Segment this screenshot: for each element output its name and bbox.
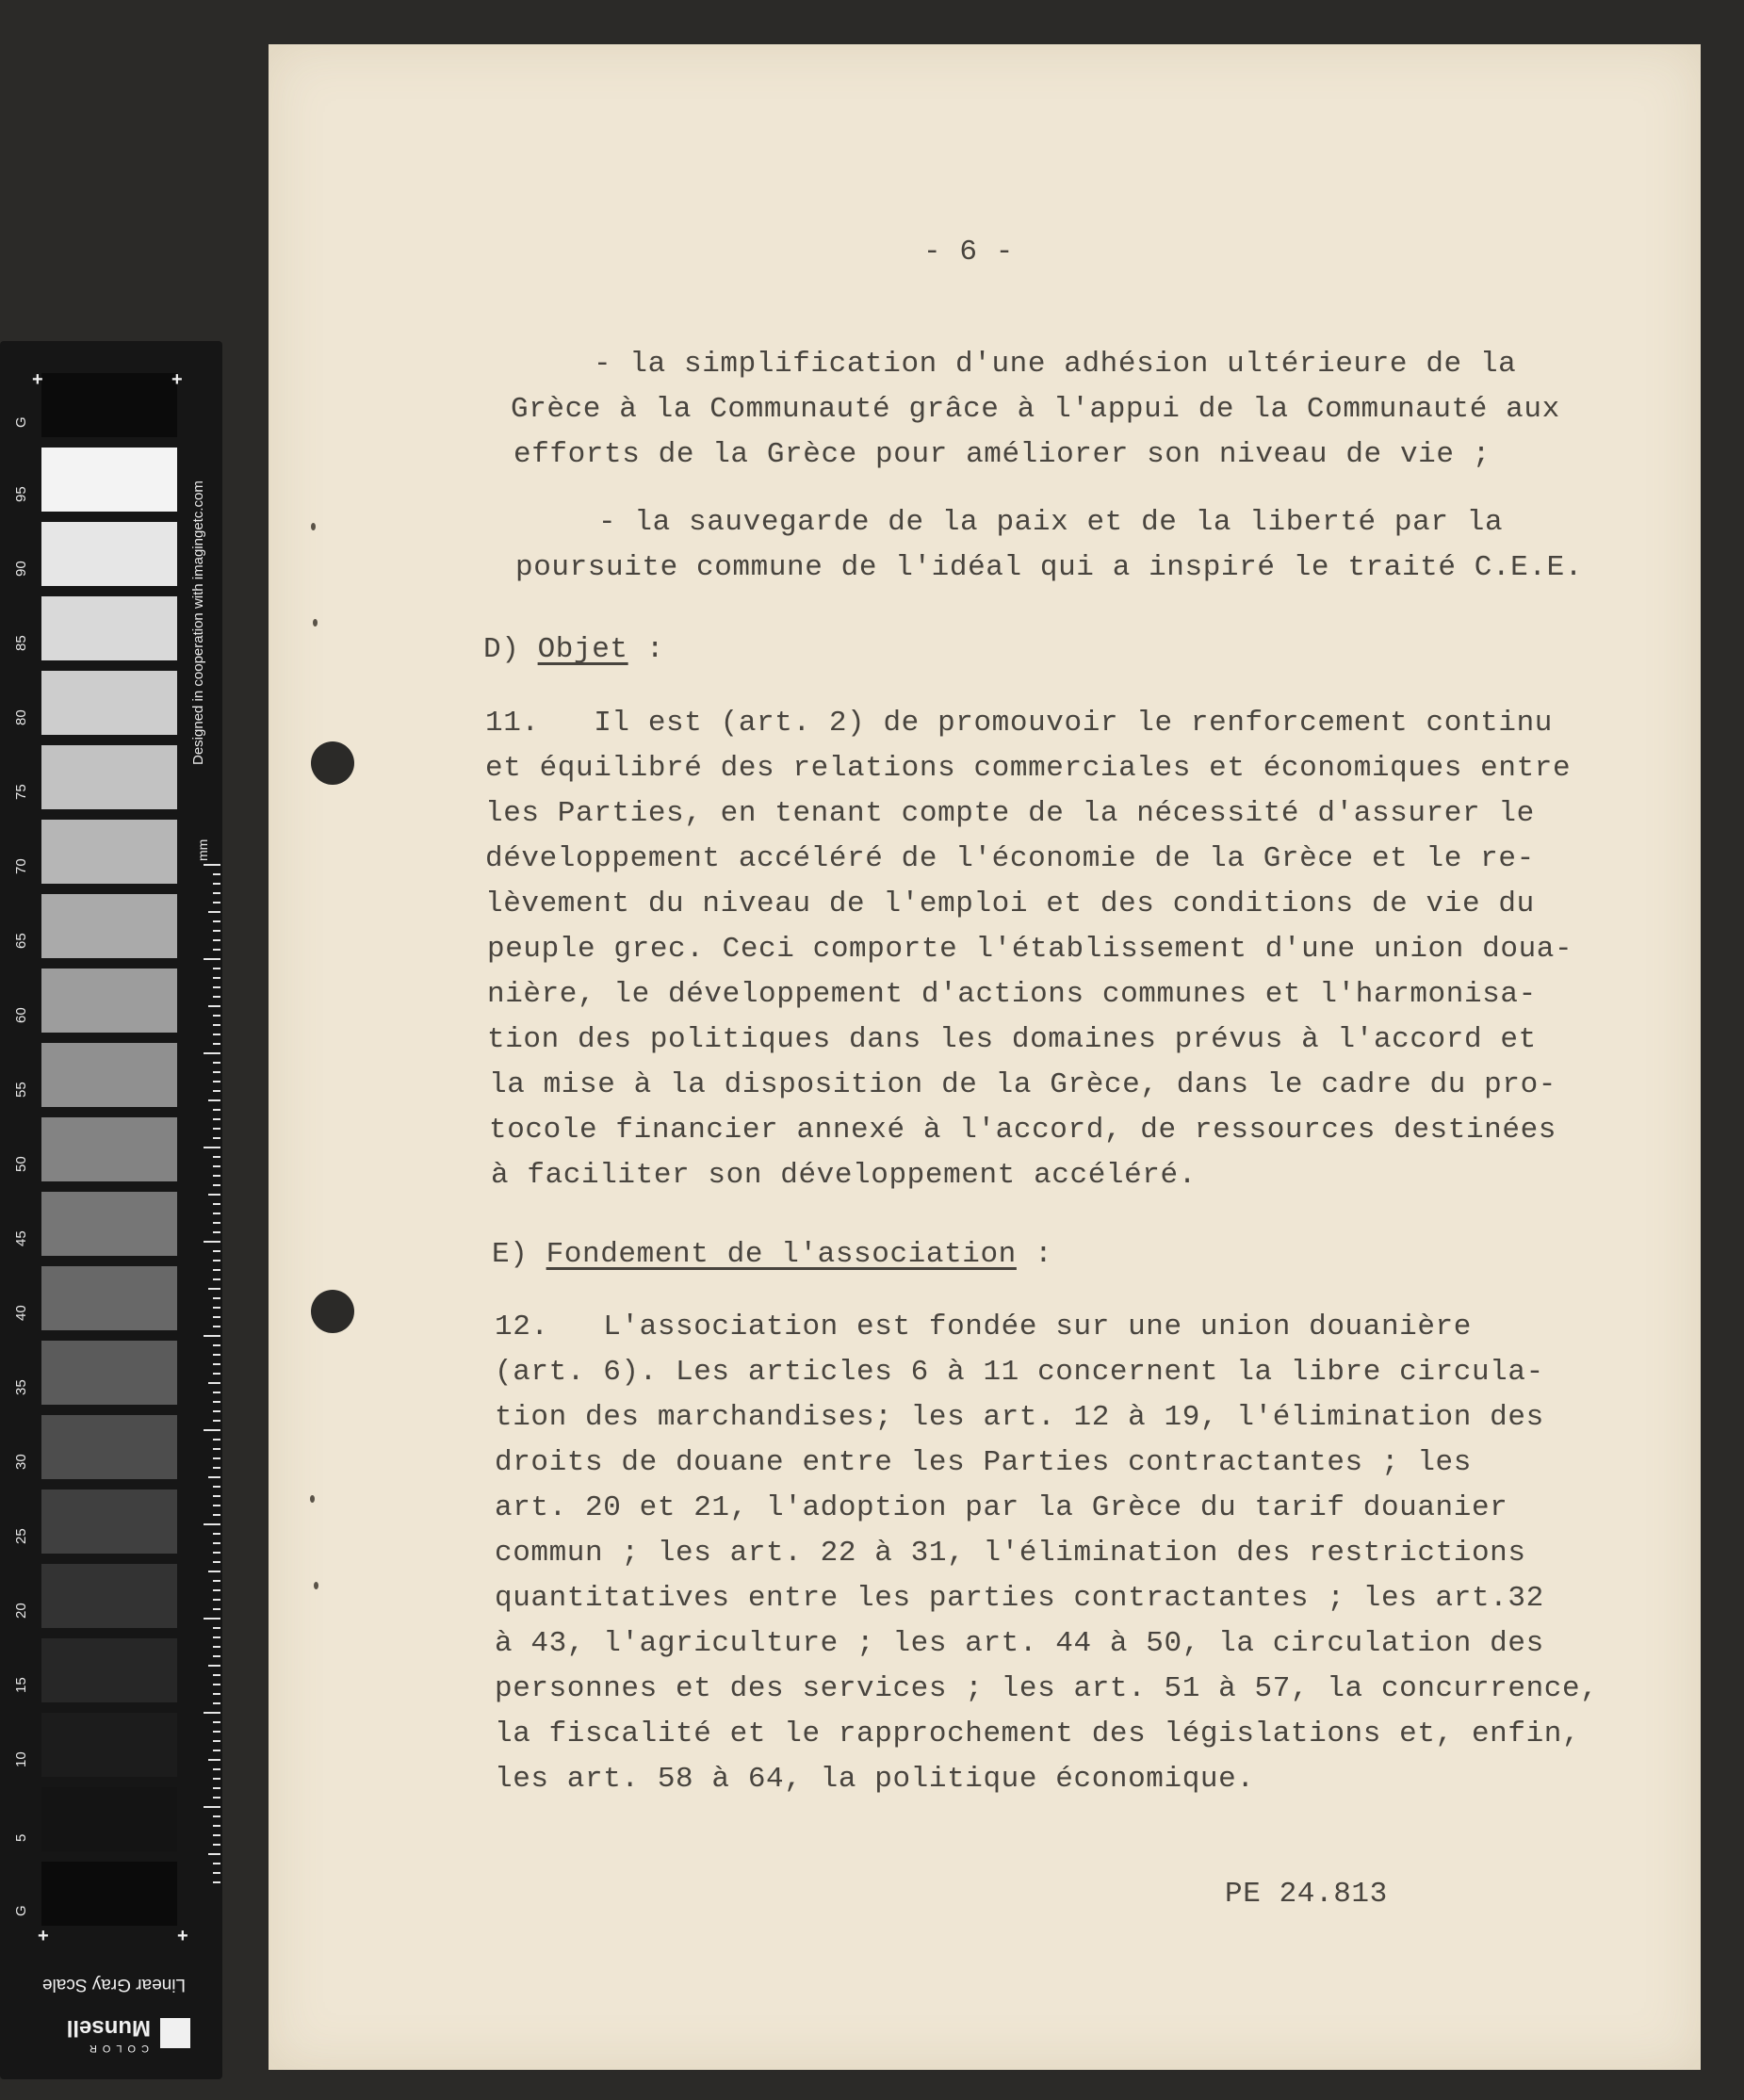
munsell-logo-icon — [160, 2018, 190, 2048]
patch-label: 65 — [13, 933, 29, 949]
ruler-tick — [213, 1392, 220, 1393]
ruler-tick — [213, 1090, 220, 1092]
patch-label: 25 — [13, 1528, 29, 1544]
patch-label: G — [13, 1905, 29, 1916]
ruler-tick — [213, 1514, 220, 1516]
ruler-tick — [213, 996, 220, 998]
plus-mark-top-right: + — [171, 369, 183, 390]
ruler-tick — [213, 1316, 220, 1318]
ruler-tick — [213, 1137, 220, 1139]
ruler-tick — [204, 1052, 220, 1054]
gray-patch — [41, 448, 177, 512]
ruler-tick — [213, 1844, 220, 1846]
ruler-tick — [213, 1410, 220, 1412]
ruler-tick — [208, 1005, 220, 1007]
heading-objet — [483, 633, 664, 667]
gray-patch — [41, 1192, 177, 1256]
gray-patch — [41, 894, 177, 958]
ruler-tick — [213, 1589, 220, 1591]
gray-patch — [41, 1415, 177, 1479]
heading-prefix: D) — [483, 633, 520, 666]
heading-title: Fondement de l'association — [546, 1238, 1017, 1271]
gray-patch — [41, 745, 177, 809]
patch-label: 15 — [13, 1677, 29, 1693]
patch-label: 20 — [13, 1603, 29, 1619]
brand-name: Munsell — [66, 2015, 151, 2041]
patch-label: 95 — [13, 486, 29, 502]
gray-patch — [41, 671, 177, 735]
patch-label: 35 — [13, 1379, 29, 1395]
ruler-tick — [213, 1552, 220, 1554]
text-line: nière, le développement d'actions communes et l'harmonisa- — [487, 978, 1537, 1011]
ruler-tick — [213, 1702, 220, 1704]
document-reference: PE 24.813 — [1225, 1878, 1388, 1911]
ruler-tick — [213, 1203, 220, 1205]
ruler-tick — [213, 1420, 220, 1422]
text-line: quantitatives entre les parties contractantes ; les art.32 — [495, 1582, 1544, 1615]
brand-subtitle: COLOR — [83, 2043, 149, 2054]
text-line: peuple grec. Ceci comporte l'établissement d'une union doua- — [487, 933, 1573, 966]
ruler-tick — [208, 911, 220, 913]
patch-label: 10 — [13, 1751, 29, 1767]
heading-fondement — [492, 1238, 1052, 1272]
ruler-tick — [213, 930, 220, 932]
paper-speck — [310, 1495, 315, 1503]
munsell-brand — [49, 2010, 190, 2054]
ruler-tick — [213, 1627, 220, 1629]
ruler-unit-label: mm — [195, 838, 210, 861]
ruler-tick — [204, 958, 220, 960]
ruler-tick — [213, 1439, 220, 1441]
patch-label: 50 — [13, 1156, 29, 1172]
ruler-tick — [204, 1712, 220, 1714]
ruler-tick — [208, 1288, 220, 1290]
text-line: lèvement du niveau de l'emploi et des conditions de vie du — [485, 887, 1535, 920]
heading-title: Objet — [537, 633, 628, 666]
ruler-tick — [213, 1175, 220, 1177]
ruler-tick — [213, 1213, 220, 1214]
ruler-tick — [213, 1768, 220, 1770]
ruler-tick — [213, 1693, 220, 1695]
plus-mark-bottom-left: + — [38, 1926, 49, 1946]
ruler-tick — [213, 1118, 220, 1120]
ruler-tick — [213, 1457, 220, 1459]
patch-label: 45 — [13, 1230, 29, 1246]
ruler-tick — [213, 1297, 220, 1299]
ruler-tick — [213, 1750, 220, 1751]
ruler-tick — [213, 1109, 220, 1111]
ruler-tick — [213, 1278, 220, 1280]
ruler-tick — [213, 1467, 220, 1469]
gray-patch — [41, 1638, 177, 1702]
ruler-tick — [213, 1495, 220, 1497]
ruler-tick — [213, 1448, 220, 1450]
text-line: 12. L'association est fondée sur une union douanière — [495, 1310, 1472, 1343]
ruler-tick — [213, 939, 220, 941]
ruler-tick — [213, 1373, 220, 1375]
ruler-tick — [204, 864, 220, 866]
text-line: les art. 58 à 64, la politique économique. — [495, 1763, 1255, 1796]
ruler-tick — [213, 1250, 220, 1252]
text-line: droits de douane entre les Parties contractantes ; les — [495, 1446, 1472, 1479]
gray-patch — [41, 522, 177, 586]
gray-patch — [41, 1341, 177, 1405]
text-line: la mise à la disposition de la Grèce, dans le cadre du pro- — [489, 1068, 1557, 1101]
ruler-tick — [213, 1165, 220, 1167]
text-line: commun ; les art. 22 à 31, l'élimination des restrictions — [495, 1537, 1526, 1570]
patch-label: 80 — [13, 709, 29, 725]
ruler-tick — [213, 1834, 220, 1836]
ruler-tick — [213, 1344, 220, 1346]
ruler-tick — [208, 1853, 220, 1855]
ruler-tick — [208, 1194, 220, 1196]
ruler-tick — [213, 1825, 220, 1827]
gray-patch — [41, 1043, 177, 1107]
patch-label: 75 — [13, 784, 29, 800]
ruler-tick — [208, 1665, 220, 1667]
ruler-tick — [213, 1740, 220, 1742]
ruler-tick — [213, 1062, 220, 1064]
ruler-tick — [213, 1533, 220, 1535]
ruler-tick — [213, 968, 220, 969]
ruler-tick — [213, 1608, 220, 1610]
gray-patch — [41, 1787, 177, 1851]
text-line: tion des marchandises; les art. 12 à 19, l'élimination des — [495, 1401, 1544, 1434]
ruler-tick — [213, 873, 220, 875]
page-number: - 6 - — [923, 236, 1015, 269]
ruler-tick — [213, 1354, 220, 1356]
ruler-tick — [213, 920, 220, 922]
text-line: - la simplification d'une adhésion ultérieure de la — [594, 348, 1517, 381]
ruler-tick — [204, 1335, 220, 1337]
punch-hole-lower — [311, 1290, 354, 1333]
ruler-tick — [213, 1505, 220, 1506]
patch-label: 40 — [13, 1305, 29, 1321]
ruler-tick — [213, 1260, 220, 1262]
ruler-tick — [213, 1071, 220, 1073]
ruler-tick — [213, 1015, 220, 1017]
ruler-tick — [213, 1024, 220, 1026]
ruler-tick — [204, 1241, 220, 1243]
patch-label: 55 — [13, 1082, 29, 1098]
ruler-tick — [213, 1674, 220, 1676]
gray-patch — [41, 969, 177, 1033]
ruler-tick — [213, 1797, 220, 1799]
text-line: développement accéléré de l'économie de la Grèce et le re- — [485, 842, 1535, 875]
ruler-tick — [213, 986, 220, 988]
ruler-tick — [208, 1382, 220, 1384]
designed-credit: Designed in cooperation with imagingetc.com — [190, 480, 206, 765]
ruler-tick — [213, 902, 220, 903]
paper-speck — [314, 1582, 318, 1589]
ruler-tick — [213, 1043, 220, 1045]
ruler-tick — [213, 1222, 220, 1224]
patch-label: 5 — [13, 1833, 29, 1842]
ruler-tick — [213, 1128, 220, 1130]
patch-label: 60 — [13, 1007, 29, 1023]
text-line: à faciliter son développement accéléré. — [491, 1159, 1197, 1192]
ruler-tick — [213, 1326, 220, 1327]
patch-label: 30 — [13, 1454, 29, 1470]
ruler-tick — [213, 1787, 220, 1789]
scale-title: Linear Gray Scale — [41, 1975, 187, 1994]
text-line: poursuite commune de l'idéal qui a inspiré le traité C.E.E. — [515, 551, 1583, 584]
gray-patch — [41, 1266, 177, 1330]
text-line: les Parties, en tenant compte de la nécessité d'assurer le — [485, 797, 1535, 830]
text-line: à 43, l'agriculture ; les art. 44 à 50, la circulation des — [495, 1627, 1544, 1660]
text-line: art. 20 et 21, l'adoption par la Grèce du tarif douanier — [495, 1491, 1508, 1524]
text-line: 11. Il est (art. 2) de promouvoir le renforcement continu — [485, 707, 1553, 740]
ruler-tick — [213, 1156, 220, 1158]
ruler-tick — [213, 1863, 220, 1864]
ruler-tick — [208, 1099, 220, 1101]
text-line: Grèce à la Communauté grâce à l'appui de la Communauté aux — [511, 393, 1560, 426]
ruler-tick — [213, 1034, 220, 1035]
gray-scale-card — [0, 341, 222, 2079]
plus-mark-top-left: + — [32, 369, 43, 390]
heading-suffix: : — [1035, 1238, 1053, 1271]
ruler-tick — [213, 1401, 220, 1403]
ruler-tick — [213, 1307, 220, 1309]
heading-prefix: E) — [492, 1238, 529, 1271]
ruler-tick — [213, 1684, 220, 1685]
patch-label: 90 — [13, 561, 29, 577]
ruler-tick — [204, 1523, 220, 1525]
text-line: tion des politiques dans les domaines prévus à l'accord et — [487, 1023, 1537, 1056]
ruler-tick — [213, 1731, 220, 1733]
typewritten-sheet — [269, 44, 1701, 2070]
text-line: tocole financier annexé à l'accord, de ressources destinées — [489, 1114, 1557, 1147]
ruler-tick — [213, 1269, 220, 1271]
ruler-tick — [204, 1618, 220, 1620]
punch-hole-upper — [311, 741, 354, 785]
patch-label: G — [13, 416, 29, 428]
text-line: et équilibré des relations commerciales et économiques entre — [485, 752, 1572, 785]
text-line: (art. 6). Les articles 6 à 11 concernent la libre circula- — [495, 1356, 1544, 1389]
ruler-tick — [213, 1721, 220, 1723]
ruler-tick — [213, 1580, 220, 1582]
patch-label: 85 — [13, 635, 29, 651]
gray-patch — [41, 1490, 177, 1554]
ruler-tick — [208, 1476, 220, 1478]
ruler-tick — [213, 883, 220, 885]
plus-mark-bottom-right: + — [177, 1926, 188, 1946]
paper-speck — [311, 523, 316, 530]
ruler-tick — [204, 1429, 220, 1431]
ruler-tick — [213, 949, 220, 951]
text-line: personnes et des services ; les art. 51 à 57, la concurrence, — [495, 1672, 1599, 1705]
ruler-tick — [208, 1571, 220, 1572]
gray-patch — [41, 1117, 177, 1181]
ruler-tick — [213, 1599, 220, 1601]
heading-suffix: : — [645, 633, 665, 666]
ruler-tick — [213, 1636, 220, 1638]
ruler-tick — [213, 1231, 220, 1233]
ruler-tick — [213, 1081, 220, 1083]
ruler-tick — [208, 1759, 220, 1761]
ruler-tick — [213, 1363, 220, 1365]
ruler-tick — [213, 1881, 220, 1883]
text-line: efforts de la Grèce pour améliorer son niveau de vie ; — [513, 438, 1491, 471]
gray-patch — [41, 1713, 177, 1777]
ruler-tick — [204, 1806, 220, 1808]
gray-patch — [41, 820, 177, 884]
ruler-tick — [213, 1542, 220, 1544]
ruler-tick — [213, 1872, 220, 1874]
ruler-tick — [213, 1561, 220, 1563]
ruler-tick — [213, 1646, 220, 1648]
ruler-tick — [213, 1655, 220, 1657]
text-line: - la sauvegarde de la paix et de la liberté par la — [598, 506, 1504, 539]
mm-ruler — [202, 864, 220, 1891]
ruler-tick — [213, 977, 220, 979]
ruler-tick — [204, 1147, 220, 1148]
patch-label: 70 — [13, 858, 29, 874]
gray-patch — [41, 596, 177, 660]
gray-patch — [41, 1564, 177, 1628]
text-line: la fiscalité et le rapprochement des législations et, enfin, — [495, 1717, 1581, 1750]
ruler-tick — [213, 892, 220, 894]
paper-speck — [313, 619, 318, 627]
ruler-tick — [213, 1184, 220, 1186]
gray-patch — [41, 373, 177, 437]
ruler-tick — [213, 1486, 220, 1488]
gray-patch — [41, 1862, 177, 1926]
ruler-tick — [213, 1778, 220, 1780]
ruler-tick — [213, 1815, 220, 1817]
